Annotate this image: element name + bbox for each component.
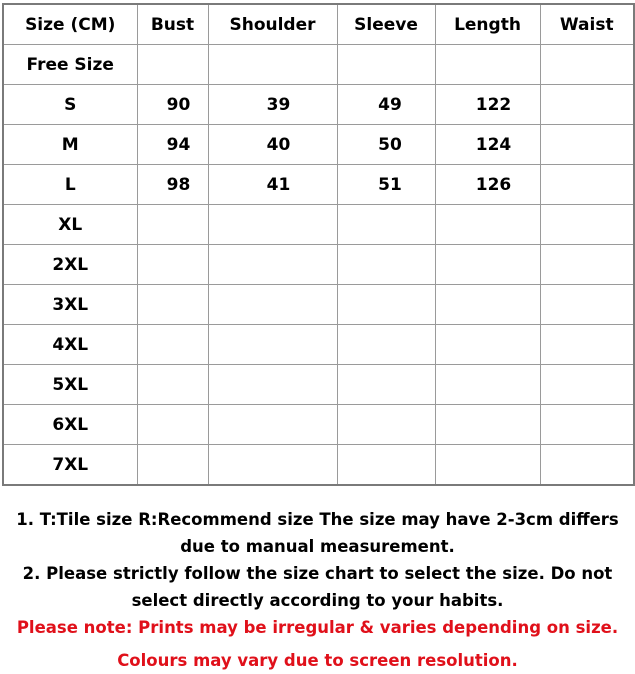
header-cell: Bust	[137, 4, 208, 45]
measurement-cell	[540, 445, 634, 486]
notes-section	[0, 506, 635, 674]
size-label-cell: 2XL	[3, 245, 137, 285]
measurement-cell: 41	[208, 165, 337, 205]
measurement-cell	[208, 365, 337, 405]
table-row	[3, 165, 634, 205]
measurement-cell	[337, 205, 435, 245]
measurement-cell: 40	[208, 125, 337, 165]
measurement-cell	[208, 205, 337, 245]
size-label-cell: S	[3, 85, 137, 125]
measurement-cell	[435, 205, 540, 245]
measurement-cell	[137, 365, 208, 405]
size-label-cell: 3XL	[3, 285, 137, 325]
measurement-cell	[137, 405, 208, 445]
header-cell: Sleeve	[337, 4, 435, 45]
measurement-cell	[337, 245, 435, 285]
measurement-cell	[435, 445, 540, 486]
measurement-cell	[435, 245, 540, 285]
measurement-cell	[540, 285, 634, 325]
measurement-cell: 126	[435, 165, 540, 205]
measurement-cell: 90	[137, 85, 208, 125]
measurement-cell	[435, 405, 540, 445]
measurement-cell: 94	[137, 125, 208, 165]
measurement-cell: 39	[208, 85, 337, 125]
measurement-cell	[208, 285, 337, 325]
size-label-cell: Free Size	[3, 45, 137, 85]
header-cell: Size (CM)	[3, 4, 137, 45]
table-row	[3, 245, 634, 285]
measurement-cell	[208, 405, 337, 445]
header-cell: Shoulder	[208, 4, 337, 45]
table-row	[3, 85, 634, 125]
measurement-cell	[137, 205, 208, 245]
size-label-cell: 6XL	[3, 405, 137, 445]
size-label-cell: XL	[3, 205, 137, 245]
header-cell: Length	[435, 4, 540, 45]
table-row	[3, 365, 634, 405]
table-row	[3, 445, 634, 486]
measurement-cell: 122	[435, 85, 540, 125]
note-size-chart: 2. Please strictly follow the size chart to select the size. Do not select directly according to your habits.	[22, 564, 613, 610]
measurement-cell	[208, 245, 337, 285]
measurement-cell	[208, 445, 337, 486]
size-label-cell: L	[3, 165, 137, 205]
warning-colours: Colours may vary due to screen resolution.	[117, 651, 518, 670]
table-row	[3, 45, 634, 85]
measurement-cell	[435, 285, 540, 325]
measurement-cell	[540, 405, 634, 445]
measurement-cell	[208, 325, 337, 365]
size-chart-table	[2, 3, 635, 486]
table-row	[3, 325, 634, 365]
measurement-cell	[540, 205, 634, 245]
table-row	[3, 405, 634, 445]
measurement-cell	[540, 125, 634, 165]
measurement-cell	[337, 405, 435, 445]
measurement-cell	[540, 365, 634, 405]
table-header-row	[3, 4, 634, 45]
table-row	[3, 205, 634, 245]
note-measurement: 1. T:Tile size R:Recommend size The size may have 2-3cm differs due to manual measurement.	[16, 510, 619, 556]
measurement-cell	[337, 365, 435, 405]
measurement-cell	[540, 85, 634, 125]
measurement-cell	[208, 45, 337, 85]
measurement-cell	[540, 325, 634, 365]
size-label-cell: M	[3, 125, 137, 165]
measurement-cell	[137, 285, 208, 325]
size-label-cell: 5XL	[3, 365, 137, 405]
table-row	[3, 285, 634, 325]
size-chart-body	[3, 4, 634, 485]
measurement-cell	[337, 285, 435, 325]
measurement-cell	[137, 325, 208, 365]
measurement-cell: 98	[137, 165, 208, 205]
measurement-cell	[137, 245, 208, 285]
size-label-cell: 7XL	[3, 445, 137, 486]
measurement-cell	[137, 45, 208, 85]
warning-prints: Please note: Prints may be irregular & varies depending on size.	[16, 618, 619, 637]
measurement-cell	[337, 45, 435, 85]
header-cell: Waist	[540, 4, 634, 45]
measurement-cell	[540, 245, 634, 285]
measurement-cell	[137, 445, 208, 486]
measurement-cell	[337, 325, 435, 365]
measurement-cell	[540, 45, 634, 85]
measurement-cell	[337, 445, 435, 486]
measurement-cell: 49	[337, 85, 435, 125]
measurement-cell: 51	[337, 165, 435, 205]
table-row	[3, 125, 634, 165]
size-label-cell: 4XL	[3, 325, 137, 365]
measurement-cell: 50	[337, 125, 435, 165]
measurement-cell	[435, 365, 540, 405]
measurement-cell	[435, 45, 540, 85]
measurement-cell: 124	[435, 125, 540, 165]
measurement-cell	[435, 325, 540, 365]
measurement-cell	[540, 165, 634, 205]
